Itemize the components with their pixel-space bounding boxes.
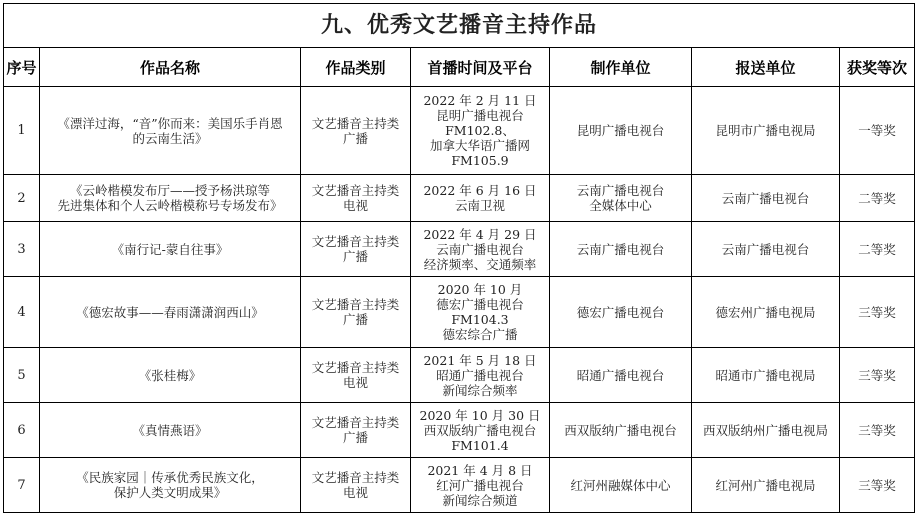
cell-broadcast: [411, 277, 550, 348]
cell-award: 二等奖: [840, 222, 915, 277]
cell-broadcast-line: 2022 年 4 月 29 日: [423, 226, 537, 242]
cell-category-line: 文艺播音主持类: [311, 297, 400, 312]
cell-broadcast-line: 加拿大华语广播网: [429, 138, 530, 153]
cell-broadcast-line: 2020 年 10 月 30 日: [419, 407, 541, 423]
cell-submitter: [692, 458, 840, 513]
award-table-sheet: [3, 3, 914, 513]
cell-broadcast-line: 云南广播电视台: [436, 241, 524, 257]
cell-broadcast-line: FM102.8、: [445, 123, 515, 138]
cell-name: [40, 458, 301, 513]
cell-category: [301, 87, 411, 175]
cell-name-line: 先进集体和个人云岭楷模称号专场发布》: [57, 198, 283, 213]
cell-name-line: 《民族家园｜传承优秀民族文化，: [76, 470, 264, 485]
cell-name: [40, 348, 301, 403]
cell-broadcast-line: FM101.4: [451, 437, 509, 453]
cell-index: 4: [4, 277, 40, 348]
cell-submitter: [692, 277, 840, 348]
cell-producer: [550, 87, 692, 175]
cell-award: 二等奖: [840, 175, 915, 222]
cell-category-line: 文艺播音主持类: [311, 234, 400, 249]
cell-producer-line: 德宏广播电视台: [576, 304, 665, 320]
header-index: 序号: [4, 48, 40, 87]
header-row: [4, 48, 915, 87]
table-row: [4, 348, 915, 403]
cell-category-line: 电视: [342, 375, 368, 390]
cell-producer: [550, 348, 692, 403]
cell-index: 3: [4, 222, 40, 277]
cell-category: [301, 277, 411, 348]
cell-broadcast-line: 云南卫视: [454, 198, 505, 213]
cell-name-line: 《南行记-蒙自往事》: [111, 241, 229, 257]
cell-submitter: [692, 175, 840, 222]
cell-name-line: 《张桂梅》: [138, 367, 202, 383]
cell-submitter-line: 昭通市广播电视局: [715, 367, 816, 383]
cell-broadcast-line: 德宏广播电视台: [436, 297, 524, 312]
header-producer: 制作单位: [550, 48, 692, 87]
cell-producer: [550, 175, 692, 222]
cell-producer: [550, 458, 692, 513]
cell-name: [40, 175, 301, 222]
cell-award: 三等奖: [840, 403, 915, 458]
cell-index: 2: [4, 175, 40, 222]
cell-submitter: [692, 403, 840, 458]
cell-award: 一等奖: [840, 87, 915, 175]
cell-category-line: 文艺播音主持类: [311, 415, 400, 430]
cell-broadcast-line: FM105.9: [451, 153, 509, 168]
cell-category-line: 广播: [342, 130, 368, 146]
cell-submitter: [692, 348, 840, 403]
cell-broadcast-line: 德宏综合广播: [442, 327, 518, 342]
cell-name-line: 《德宏故事——春雨潇潇润西山》: [76, 304, 264, 320]
cell-producer-line: 昆明广播电视台: [576, 123, 665, 138]
cell-name: [40, 222, 301, 277]
cell-award: 三等奖: [840, 458, 915, 513]
cell-broadcast-line: 昆明广播电视台: [436, 108, 524, 123]
table-title: 九、优秀文艺播音主持作品: [4, 4, 915, 48]
cell-broadcast-line: 西双版纳广播电视台: [423, 422, 537, 438]
cell-submitter-line: 红河州广播电视局: [715, 477, 816, 493]
cell-broadcast: [411, 87, 550, 175]
cell-category: [301, 348, 411, 403]
cell-name-line: 保护人类文明成果》: [113, 485, 227, 500]
cell-broadcast-line: 红河广播电视台: [436, 477, 524, 493]
table-row: [4, 175, 915, 222]
cell-index: 6: [4, 403, 40, 458]
cell-index: 5: [4, 348, 40, 403]
header-broadcast: 首播时间及平台: [411, 48, 550, 87]
table-row: [4, 222, 915, 277]
title-row: [4, 4, 915, 48]
table-row: [4, 277, 915, 348]
cell-broadcast-line: 新闻综合频道: [442, 492, 518, 508]
cell-broadcast-line: 2020 年 10 月: [437, 282, 523, 297]
cell-index: 1: [4, 87, 40, 175]
cell-producer-line: 云南广播电视台: [576, 241, 665, 257]
cell-category: [301, 403, 411, 458]
cell-name: [40, 277, 301, 348]
cell-category-line: 文艺播音主持类: [311, 115, 400, 131]
cell-name: [40, 87, 301, 175]
cell-broadcast-line: 新闻综合频率: [442, 382, 518, 398]
cell-producer-line: 全媒体中心: [589, 198, 652, 213]
cell-name-line: 《真情燕语》: [132, 422, 208, 438]
cell-producer-line: 西双版纳广播电视台: [564, 422, 677, 438]
cell-category-line: 文艺播音主持类: [311, 360, 400, 375]
cell-submitter: [692, 222, 840, 277]
cell-producer-line: 昭通广播电视台: [576, 367, 665, 383]
cell-broadcast: [411, 348, 550, 403]
cell-name: [40, 403, 301, 458]
cell-category: [301, 458, 411, 513]
cell-submitter: [692, 87, 840, 175]
cell-name-line: 《云岭楷模发布厅——授予杨洪琼等: [69, 183, 270, 198]
header-name: 作品名称: [40, 48, 301, 87]
award-table: [3, 3, 915, 513]
header-submitter: 报送单位: [692, 48, 840, 87]
cell-index: 7: [4, 458, 40, 513]
table-row: [4, 458, 915, 513]
cell-producer: [550, 222, 692, 277]
cell-broadcast-line: 2022 年 2 月 11 日: [423, 93, 537, 108]
cell-category-line: 电视: [342, 198, 368, 213]
header-award: 获奖等次: [840, 48, 915, 87]
table-row: [4, 87, 915, 175]
cell-broadcast-line: 2022 年 6 月 16 日: [423, 183, 537, 198]
cell-broadcast: [411, 222, 550, 277]
cell-category-line: 广播: [342, 312, 368, 327]
cell-category-line: 广播: [342, 430, 368, 445]
cell-submitter-line: 德宏州广播电视局: [715, 304, 816, 320]
cell-submitter-line: 昆明市广播电视局: [715, 123, 816, 138]
cell-broadcast-line: 经济频率、交通频率: [423, 256, 537, 272]
cell-submitter-line: 云南广播电视台: [721, 190, 810, 206]
cell-submitter-line: 云南广播电视台: [721, 241, 810, 257]
cell-category-line: 文艺播音主持类: [311, 183, 400, 198]
cell-award: 三等奖: [840, 277, 915, 348]
cell-broadcast-line: 昭通广播电视台: [436, 367, 524, 383]
cell-broadcast-line: 2021 年 4 月 8 日: [427, 462, 533, 478]
cell-broadcast: [411, 175, 550, 222]
cell-submitter-line: 西双版纳州广播电视局: [702, 422, 828, 438]
cell-category-line: 电视: [342, 485, 368, 500]
header-category: 作品类别: [301, 48, 411, 87]
cell-name-line: 《漂洋过海，“音”你而来：美国乐手肖恩: [57, 115, 283, 131]
table-row: [4, 403, 915, 458]
cell-producer: [550, 277, 692, 348]
cell-broadcast: [411, 403, 550, 458]
cell-broadcast-line: 2021 年 5 月 18 日: [423, 352, 537, 368]
cell-category-line: 广播: [342, 249, 368, 264]
cell-category-line: 文艺播音主持类: [311, 470, 400, 485]
cell-name-line: 的云南生活》: [132, 130, 208, 146]
cell-producer: [550, 403, 692, 458]
cell-category: [301, 222, 411, 277]
cell-producer-line: 云南广播电视台: [576, 183, 665, 198]
cell-award: 三等奖: [840, 348, 915, 403]
cell-broadcast: [411, 458, 550, 513]
cell-broadcast-line: FM104.3: [451, 312, 509, 327]
cell-category: [301, 175, 411, 222]
cell-producer-line: 红河州融媒体中心: [570, 477, 671, 493]
